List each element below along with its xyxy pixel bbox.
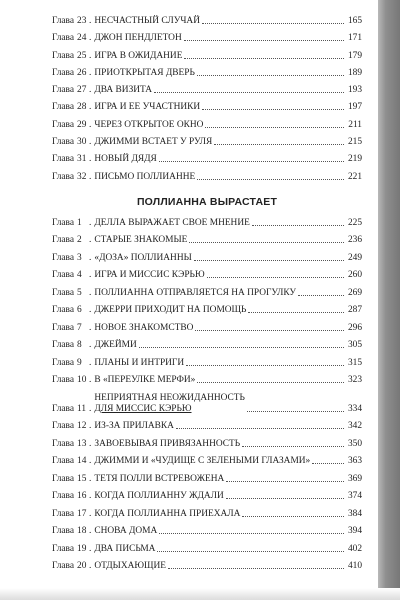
- page-number: 402: [347, 543, 362, 554]
- chapter-dot: .: [89, 85, 92, 96]
- page-number: 193: [347, 85, 362, 96]
- toc-entry: [52, 491, 362, 502]
- chapter-title: НОВОЕ ЗНАКОМСТВО: [94, 322, 194, 333]
- page-number: 260: [347, 270, 362, 281]
- chapter-number: 9: [77, 357, 82, 368]
- chapter-title: ДЖОН ПЕНДЛЕТОН: [94, 33, 182, 44]
- toc-entry: [52, 305, 362, 316]
- chapter-word: Глава: [52, 119, 75, 130]
- book-spine-shadow: [378, 0, 400, 600]
- dot-leader: [184, 40, 344, 41]
- dot-leader: [202, 23, 344, 24]
- chapter-number: 7: [77, 322, 82, 333]
- page-number: 221: [347, 171, 362, 182]
- toc-entry: [52, 154, 362, 165]
- chapter-number: 6: [77, 305, 82, 316]
- chapter-title: ИГРА И МИССИС КЭРЬЮ: [94, 270, 205, 281]
- toc-entry: [52, 16, 362, 27]
- chapter-number: 3: [77, 252, 82, 263]
- toc-entry: [52, 137, 362, 148]
- toc-entry: [52, 421, 362, 432]
- page-number: 394: [347, 526, 362, 537]
- page-number: 189: [347, 67, 362, 78]
- chapter-word: Глава: [52, 154, 75, 165]
- page-number: 323: [347, 375, 362, 386]
- chapter-title: ДВА ВИЗИТА: [94, 85, 153, 96]
- page-number: 384: [347, 508, 362, 519]
- chapter-title: КОГДА ПОЛЛИАННУ ЖДАЛИ: [94, 491, 224, 502]
- toc-entry: [52, 561, 362, 572]
- chapter-number: 13: [77, 438, 87, 449]
- dot-leader: [242, 516, 344, 517]
- page-number: 171: [347, 33, 362, 44]
- chapter-title: ОТДЫХАЮЩИЕ: [94, 561, 166, 572]
- chapter-title: [94, 393, 245, 415]
- dot-leader: [197, 179, 344, 180]
- dot-leader: [248, 312, 344, 313]
- page-number: 219: [347, 154, 362, 165]
- chapter-title: ДЖЕРРИ ПРИХОДИТ НА ПОМОЩЬ: [94, 305, 247, 316]
- chapter-title: ИГРА И ЕЕ УЧАСТНИКИ: [94, 102, 201, 113]
- chapter-dot: .: [89, 287, 92, 298]
- dot-leader: [154, 92, 344, 93]
- toc-entry: [52, 120, 362, 131]
- toc-entry: [52, 85, 362, 96]
- chapter-title-line2: ДЛЯ МИССИС КЭРЬЮ: [94, 403, 192, 414]
- chapter-number: 27: [77, 85, 87, 96]
- chapter-dot: .: [89, 171, 92, 182]
- chapter-word: Глава: [52, 473, 75, 484]
- page-number: 165: [347, 16, 362, 26]
- chapter-word: Глава: [52, 287, 75, 298]
- chapter-word: Глава: [52, 456, 75, 467]
- chapter-number: 15: [77, 473, 87, 484]
- chapter-word: Глава: [52, 235, 75, 246]
- toc-part1-list: [52, 16, 362, 183]
- toc-entry: [52, 474, 362, 485]
- dot-leader: [298, 295, 344, 296]
- chapter-dot: .: [89, 526, 92, 537]
- page-number: 410: [347, 561, 362, 572]
- chapter-title: ИГРА В ОЖИДАНИЕ: [94, 50, 183, 61]
- toc-entry: [52, 340, 362, 351]
- chapter-word: Глава: [52, 375, 75, 386]
- toc-entry: [52, 68, 362, 79]
- toc-entry: [52, 456, 362, 467]
- chapter-number: 20: [77, 561, 87, 572]
- toc-entry: [52, 235, 362, 246]
- chapter-word: Глава: [52, 85, 75, 96]
- toc-entry: [52, 33, 362, 44]
- toc-entry: [52, 439, 362, 450]
- chapter-dot: .: [89, 235, 92, 246]
- page-number: 305: [347, 340, 362, 351]
- dot-leader: [312, 463, 344, 464]
- chapter-word: Глава: [52, 252, 75, 263]
- chapter-title: СНОВА ДОМА: [94, 526, 158, 537]
- toc-entry: [52, 270, 362, 281]
- chapter-dot: .: [89, 217, 92, 228]
- chapter-number: 28: [77, 102, 87, 113]
- dot-leader: [202, 109, 344, 110]
- chapter-number: 23: [77, 16, 87, 26]
- dot-leader: [247, 411, 344, 412]
- dot-leader: [205, 127, 344, 128]
- page-number: 179: [347, 50, 362, 61]
- chapter-dot: .: [89, 33, 92, 44]
- toc-entry: [52, 544, 362, 555]
- toc-entry: [52, 253, 362, 264]
- dot-leader: [194, 260, 344, 261]
- chapter-dot: .: [89, 403, 92, 414]
- page-number: 363: [347, 456, 362, 467]
- dot-leader: [207, 277, 344, 278]
- chapter-word: Глава: [52, 561, 75, 572]
- chapter-word: Глава: [52, 33, 75, 44]
- chapter-title: ЗАВОЕВЫВАЯ ПРИВЯЗАННОСТЬ: [94, 438, 241, 449]
- chapter-dot: .: [89, 508, 92, 519]
- page-number: 211: [348, 119, 362, 130]
- chapter-word: Глава: [52, 357, 75, 368]
- chapter-dot: .: [89, 305, 92, 316]
- chapter-number: 1: [77, 217, 82, 228]
- chapter-dot: .: [89, 270, 92, 281]
- page-number: 269: [347, 287, 362, 298]
- dot-leader: [186, 365, 344, 366]
- chapter-title: ПИСЬМО ПОЛЛИАННЕ: [94, 171, 196, 182]
- page-number: 342: [347, 421, 362, 432]
- section-heading: ПОЛЛИАННА ВЫРАСТАЕТ: [136, 195, 278, 208]
- toc-entry: [52, 102, 362, 113]
- chapter-title: КОГДА ПОЛЛИАННА ПРИЕХАЛА: [94, 508, 241, 519]
- chapter-dot: .: [89, 154, 92, 165]
- chapter-dot: .: [89, 16, 92, 26]
- chapter-title: В «ПЕРЕУЛКЕ МЕРФИ»: [94, 375, 196, 386]
- dot-leader: [159, 161, 344, 162]
- toc-entry: [52, 375, 362, 386]
- chapter-number: 30: [77, 137, 87, 148]
- page-bottom-shadow: [0, 588, 400, 600]
- chapter-number: 4: [77, 270, 82, 281]
- chapter-dot: .: [89, 322, 92, 333]
- chapter-dot: .: [89, 561, 92, 572]
- chapter-number: 29: [77, 119, 87, 130]
- page-number: 236: [347, 235, 362, 246]
- chapter-number: 32: [77, 171, 87, 182]
- chapter-dot: .: [89, 137, 92, 148]
- page-number: 350: [347, 438, 362, 449]
- chapter-dot: .: [89, 456, 92, 467]
- chapter-word: Глава: [52, 305, 75, 316]
- chapter-title: НОВЫЙ ДЯДЯ: [94, 154, 157, 165]
- chapter-number: 5: [77, 287, 82, 298]
- dot-leader: [226, 498, 344, 499]
- toc-entry: [52, 526, 362, 537]
- dot-leader: [242, 446, 344, 447]
- chapter-dot: .: [89, 421, 92, 432]
- chapter-title: ПРИОТКРЫТАЯ ДВЕРЬ: [94, 67, 195, 78]
- chapter-dot: .: [89, 543, 92, 554]
- chapter-title: ДЖЕЙМИ: [94, 340, 137, 351]
- chapter-title: СТАРЫЕ ЗНАКОМЫЕ: [94, 235, 188, 246]
- chapter-dot: .: [89, 50, 92, 61]
- dot-leader: [226, 481, 344, 482]
- chapter-title: ДЕЛЛА ВЫРАЖАЕТ СВОЕ МНЕНИЕ: [94, 217, 250, 228]
- chapter-word: Глава: [52, 67, 75, 78]
- chapter-number: 12: [77, 421, 87, 432]
- table-of-contents-page: [52, 16, 362, 579]
- chapter-word: Глава: [52, 526, 75, 537]
- chapter-title-line1: НЕПРИЯТНАЯ НЕОЖИДАННОСТЬ: [94, 392, 245, 403]
- chapter-number: 18: [77, 526, 87, 537]
- chapter-number: 11: [77, 403, 87, 414]
- dot-leader: [189, 242, 344, 243]
- chapter-dot: .: [89, 357, 92, 368]
- chapter-title: ДЖИММИ ВСТАЕТ У РУЛЯ: [94, 137, 213, 148]
- toc-entry: [52, 218, 362, 229]
- page-number: 369: [347, 473, 362, 484]
- chapter-word: Глава: [52, 50, 75, 61]
- toc-entry: [52, 288, 362, 299]
- dot-leader: [214, 144, 344, 145]
- dot-leader: [139, 347, 344, 348]
- chapter-number: 31: [77, 154, 87, 165]
- chapter-title: ТЕТЯ ПОЛЛИ ВСТРЕВОЖЕНА: [94, 473, 225, 484]
- page-number: 197: [347, 102, 362, 113]
- chapter-number: 19: [77, 543, 87, 554]
- chapter-word: Глава: [52, 421, 75, 432]
- dot-leader: [157, 551, 344, 552]
- chapter-title: ДЖИММИ И «ЧУДИЩЕ С ЗЕЛЕНЫМИ ГЛАЗАМИ»: [94, 456, 311, 467]
- dot-leader: [197, 75, 344, 76]
- chapter-word: Глава: [52, 16, 75, 26]
- page-number: 334: [347, 403, 362, 414]
- dot-leader: [197, 382, 344, 383]
- chapter-word: Глава: [52, 322, 75, 333]
- dot-leader: [252, 225, 344, 226]
- toc-entry: [52, 51, 362, 62]
- page-number: 315: [347, 357, 362, 368]
- chapter-title: ИЗ-ЗА ПРИЛАВКА: [94, 421, 174, 432]
- chapter-dot: .: [89, 438, 92, 449]
- chapter-title: НЕСЧАСТНЫЙ СЛУЧАЙ: [94, 16, 200, 26]
- toc-entry: [52, 358, 362, 369]
- chapter-word: Глава: [52, 438, 75, 449]
- chapter-dot: .: [89, 67, 92, 78]
- chapter-title: ПОЛЛИАННА ОТПРАВЛЯЕТСЯ НА ПРОГУЛКУ: [94, 287, 297, 298]
- chapter-dot: .: [89, 491, 92, 502]
- chapter-word: Глава: [52, 403, 75, 414]
- page-number: 287: [347, 305, 362, 316]
- chapter-number: 14: [77, 456, 87, 467]
- chapter-dot: .: [89, 340, 92, 351]
- chapter-number: 17: [77, 508, 87, 519]
- chapter-title: ЧЕРЕЗ ОТКРЫТОЕ ОКНО: [94, 119, 204, 130]
- toc-entry: [52, 393, 362, 415]
- chapter-title: «ДОЗА» ПОЛЛИАННЫ: [94, 252, 192, 263]
- chapter-title: ДВА ПИСЬМА: [94, 543, 156, 554]
- chapter-title: ПЛАНЫ И ИНТРИГИ: [94, 357, 185, 368]
- toc-entry: [52, 172, 362, 183]
- chapter-dot: .: [89, 473, 92, 484]
- chapter-word: Глава: [52, 171, 75, 182]
- page-number: 215: [347, 137, 362, 148]
- chapter-word: Глава: [52, 340, 75, 351]
- dot-leader: [176, 428, 344, 429]
- chapter-word: Глава: [52, 491, 75, 502]
- chapter-number: 24: [77, 33, 87, 44]
- dot-leader: [159, 533, 344, 534]
- page-number: 374: [347, 491, 362, 502]
- chapter-dot: .: [89, 375, 92, 386]
- page-number: 296: [347, 322, 362, 333]
- dot-leader: [195, 330, 344, 331]
- page-number: 249: [347, 252, 362, 263]
- chapter-word: Глава: [52, 508, 75, 519]
- chapter-word: Глава: [52, 217, 75, 228]
- dot-leader: [168, 568, 344, 569]
- chapter-number: 2: [77, 235, 82, 246]
- dot-leader: [184, 58, 344, 59]
- chapter-number: 16: [77, 491, 87, 502]
- chapter-dot: .: [89, 119, 92, 130]
- chapter-word: Глава: [52, 543, 75, 554]
- chapter-number: 26: [77, 67, 87, 78]
- toc-entry: [52, 323, 362, 334]
- chapter-word: Глава: [52, 137, 75, 148]
- chapter-word: Глава: [52, 102, 75, 113]
- chapter-dot: .: [89, 102, 92, 113]
- chapter-number: 25: [77, 50, 87, 61]
- chapter-number: 8: [77, 340, 82, 351]
- toc-entry: [52, 509, 362, 520]
- chapter-number: 10: [77, 375, 87, 386]
- chapter-dot: .: [89, 252, 92, 263]
- toc-part2-list: [52, 218, 362, 573]
- chapter-word: Глава: [52, 270, 75, 281]
- page-number: 225: [347, 217, 362, 228]
